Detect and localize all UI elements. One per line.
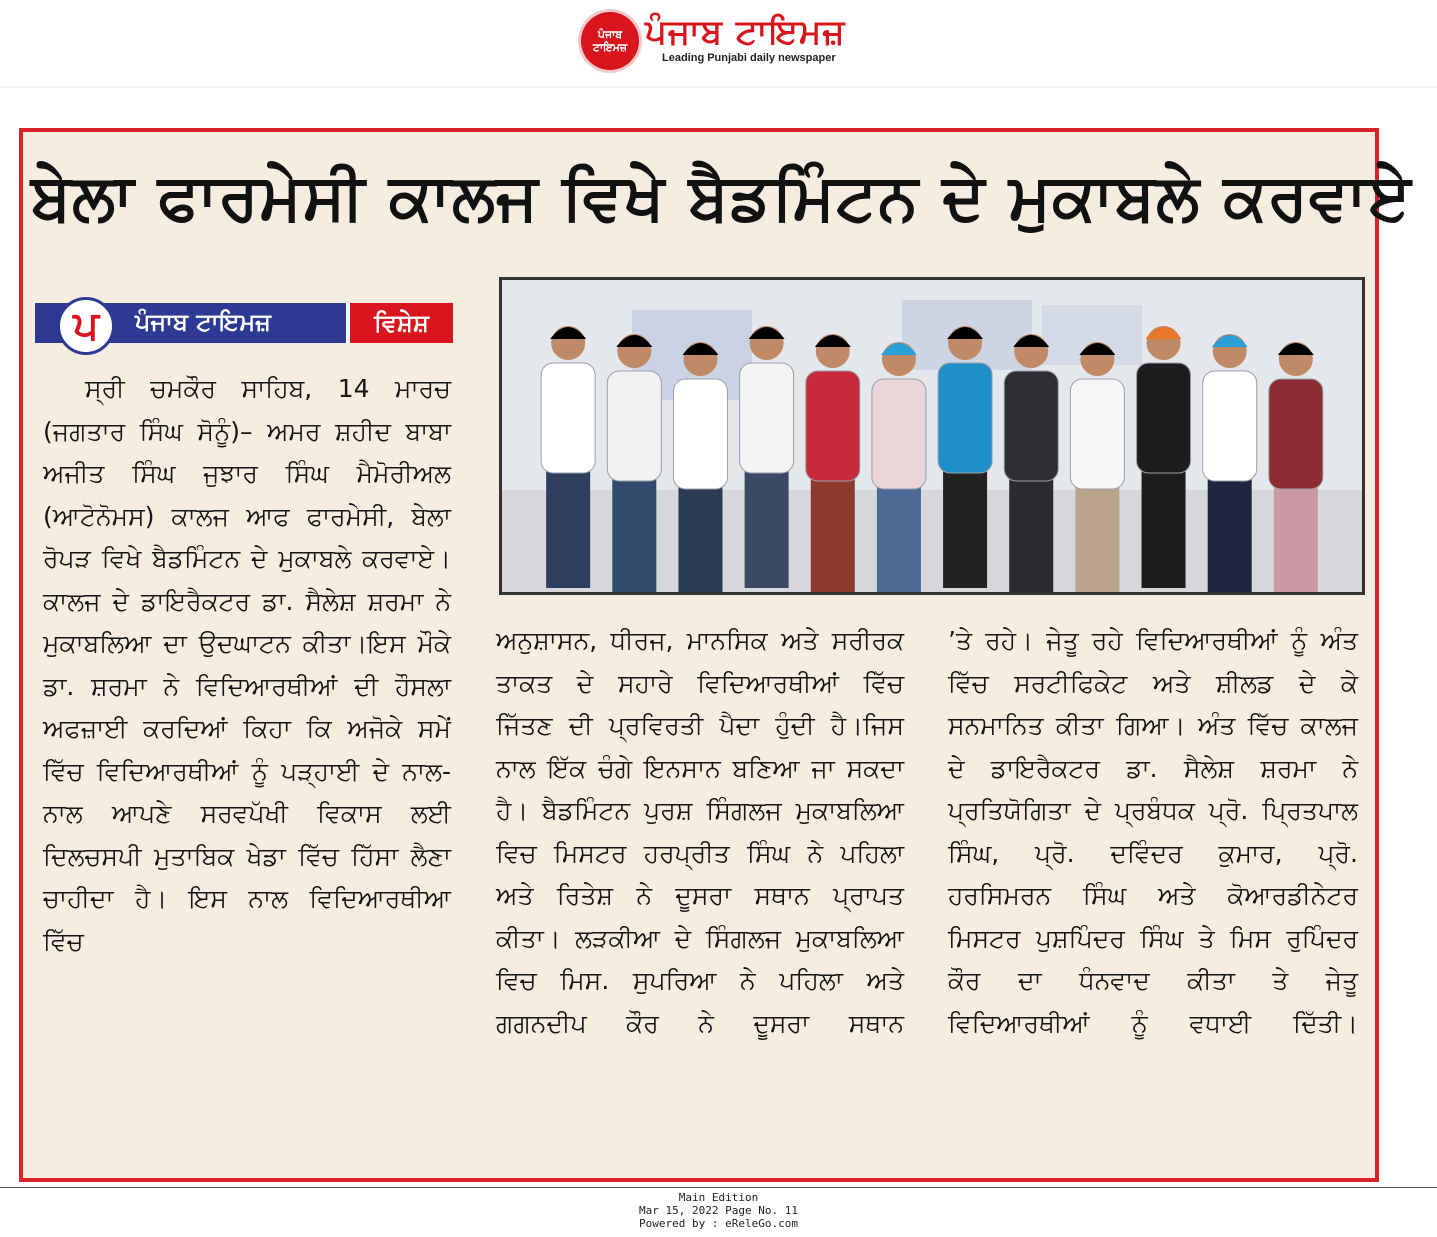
footer-date-page: Mar 15, 2022 Page No. 11 bbox=[639, 1204, 798, 1217]
person-figure bbox=[1070, 342, 1124, 592]
footer-divider bbox=[0, 1187, 1437, 1188]
article-column-2 bbox=[496, 620, 904, 1045]
newspaper-logo-icon bbox=[581, 12, 639, 70]
article-column-3 bbox=[948, 620, 1358, 1045]
footer-edition: Main Edition bbox=[678, 1191, 759, 1204]
brand-logo-icon bbox=[57, 297, 115, 355]
footer-powered-by: Powered by : eReleGo.com bbox=[639, 1217, 798, 1230]
article-headline: ਬੇਲਾ ਫਾਰਮੇਸੀ ਕਾਲਜ ਵਿਖੇ ਬੈਡਮਿੰਟਨ ਦੇ ਮੁਕਾਬਲੇ ਕਰਵਾਏ bbox=[31, 161, 1412, 235]
article-column-1 bbox=[43, 368, 451, 963]
brand-tag bbox=[35, 297, 453, 359]
column-2-text: ਅਨੁਸ਼ਾਸਨ, ਧੀਰਜ, ਮਾਨਸਿਕ ਅਤੇ ਸਰੀਰਕ ਤਾਕਤ ਦੇ ਸਹਾਰੇ ਵਿਦਿਆਰਥੀਆਂ ਵਿੱਚ ਜਿੱਤਣ ਦੀ ਪ੍ਰਵਿਰਤੀ ਪੈਦਾ ਹੁੰਦੀ ਹੈ।ਜਿਸ ਨਾਲ ਇੱਕ ਚੰਗੇ ਇਨਸਾਨ ਬਣਿਆ ਜਾ ਸਕਦਾ ਹੈ। ਬੈਡਮਿੰਟਨ ਪੁਰਸ਼ ਸਿੰਗਲਜ ਮੁਕਾਬਲਿਆ ਵਿਚ ਮਿਸਟਰ ਹਰਪ੍ਰੀਤ ਸਿੰਘ ਨੇ ਪਹਿਲਾ ਅਤੇ ਰਿਤੇਸ਼ ਨੇ ਦੂਸਰਾ ਸਥਾਨ ਪ੍ਰਾਪਤ ਕੀਤਾ। ਲੜਕੀਆ ਦੇ ਸਿੰਗਲਜ ਮੁਕਾਬਲਿਆ ਵਿਚ ਮਿਸ. ਸੁਪਰਿਆ ਨੇ ਪਹਿਲਾ ਅਤੇ ਗਗਨਦੀਪ ਕੌਰ ਨੇ ਦੂਸਰਾ ਸਥਾਨ bbox=[496, 626, 904, 1038]
person-figure bbox=[1004, 334, 1058, 592]
logo-text: ਪੰਜਾਬ ਟਾਇਮਜ਼ bbox=[592, 28, 628, 54]
column-1-text: ਸ੍ਰੀ ਚਮਕੌਰ ਸਾਹਿਬ, 14 ਮਾਰਚ (ਜਗਤਾਰ ਸਿੰਘ ਸੋਨੂੰ)– ਅਮਰ ਸ਼ਹੀਦ ਬਾਬਾ ਅਜੀਤ ਸਿੰਘ ਜੁਝਾਰ ਸਿੰਘ ਮੈਮੋਰੀਅਲ (ਆਟੋਨੋਮਸ) ਕਾਲਜ ਆਫ ਫਾਰਮੇਸੀ, ਬੇਲਾ ਰੋਪੜ ਵਿਖੇ ਬੈਡਮਿੰਟਨ ਦੇ ਮੁਕਾਬਲੇ ਕਰਵਾਏ। ਕਾਲਜ ਦੇ ਡਾਇਰੈਕਟਰ ਡਾ. ਸੈਲੇਸ਼ ਸ਼ਰਮਾ ਨੇ ਮੁਕਾਬਲਿਆ ਦਾ ਉਦਘਾਟਨ ਕੀਤਾ।ਇਸ ਮੌਕੇ ਡਾ. ਸ਼ਰਮਾ ਨੇ ਵਿਦਿਆਰਥੀਆਂ ਦੀ ਹੌਸਲਾ ਅਫਜ਼ਾਈ ਕਰਦਿਆਂ ਕਿਹਾ ਕਿ ਅਜੋਕੇ ਸਮੇਂ ਵਿੱਚ ਵਿਦਿਆਰਥੀਆਂ ਨੂੰ ਪੜ੍ਹਾਈ ਦੇ ਨਾਲ-ਨਾਲ ਆਪਣੇ ਸਰਵਪੱਖੀ ਵਿਕਾਸ ਲਈ ਦਿਲਚਸਪੀ ਮੁਤਾਬਿਕ ਖੇਡਾ ਵਿੱਚ ਹਿੱਸਾ ਲੈਣਾ ਚਾਹੀਦਾ ਹੈ। ਇਸ ਨਾਲ ਵਿਦਿਆਰਥੀਆ ਵਿੱਚ bbox=[43, 374, 451, 956]
newspaper-title: ਪੰਜਾਬ ਟਾਇਮਜ਼ bbox=[645, 12, 846, 52]
person-figure bbox=[541, 326, 595, 588]
person-figure bbox=[740, 326, 794, 588]
person-figure bbox=[607, 334, 661, 592]
special-label: ਵਿਸ਼ੇਸ਼ bbox=[346, 303, 453, 343]
page-footer bbox=[0, 1191, 1437, 1230]
brand-name: ਪੰਜਾਬ ਟਾਇਮਜ਼ bbox=[135, 308, 271, 336]
person-figure bbox=[938, 326, 992, 588]
column-3-text: ’ਤੇ ਰਹੇ। ਜੇਤੂ ਰਹੇ ਵਿਦਿਆਰਥੀਆਂ ਨੂੰ ਅੰਤ ਵਿੱਚ ਸਰਟੀਫਿਕੇਟ ਅਤੇ ਸ਼ੀਲਡ ਦੇ ਕੇ ਸਨਮਾਨਿਤ ਕੀਤਾ ਗਿਆ। ਅੰਤ ਵਿੱਚ ਕਾਲਜ ਦੇ ਡਾਇਰੈਕਟਰ ਡਾ. ਸੈਲੇਸ਼ ਸ਼ਰਮਾ ਨੇ ਪ੍ਰਤਿਯੋਗਿਤਾ ਦੇ ਪ੍ਰਬੰਧਕ ਪ੍ਰੋ. ਪ੍ਰਿਤਪਾਲ ਸਿੰਘ, ਪ੍ਰੋ. ਦਵਿੰਦਰ ਕੁਮਾਰ, ਪ੍ਰੋ. ਹਰਸਿਮਰਨ ਸਿੰਘ ਅਤੇ ਕੋਆਰਡੀਨੇਟਰ ਮਿਸਟਰ ਪੁਸ਼ਪਿੰਦਰ ਸਿੰਘ ਤੇ ਮਿਸ ਰੁਪਿੰਦਰ ਕੌਰ ਦਾ ਧੰਨਵਾਦ ਕੀਤਾ ਤੇ ਜੇਤੂ ਵਿਦਿਆਰਥੀਆਂ ਨੂੰ ਵਧਾਈ ਦਿੱਤੀ। bbox=[948, 626, 1358, 1038]
person-figure bbox=[673, 342, 727, 592]
person-figure bbox=[1269, 342, 1323, 592]
person-figure bbox=[806, 334, 860, 592]
group-photo-illustration bbox=[502, 280, 1362, 592]
person-figure bbox=[872, 342, 926, 592]
brand-letter: ਪ bbox=[73, 303, 99, 349]
masthead-divider bbox=[0, 86, 1437, 88]
newspaper-tagline: Leading Punjabi daily newspaper bbox=[662, 52, 836, 64]
person-figure bbox=[1137, 326, 1191, 588]
masthead bbox=[0, 0, 1437, 88]
person-figure bbox=[1203, 334, 1257, 592]
article-clipping bbox=[19, 128, 1412, 1182]
group-photo bbox=[499, 277, 1365, 595]
